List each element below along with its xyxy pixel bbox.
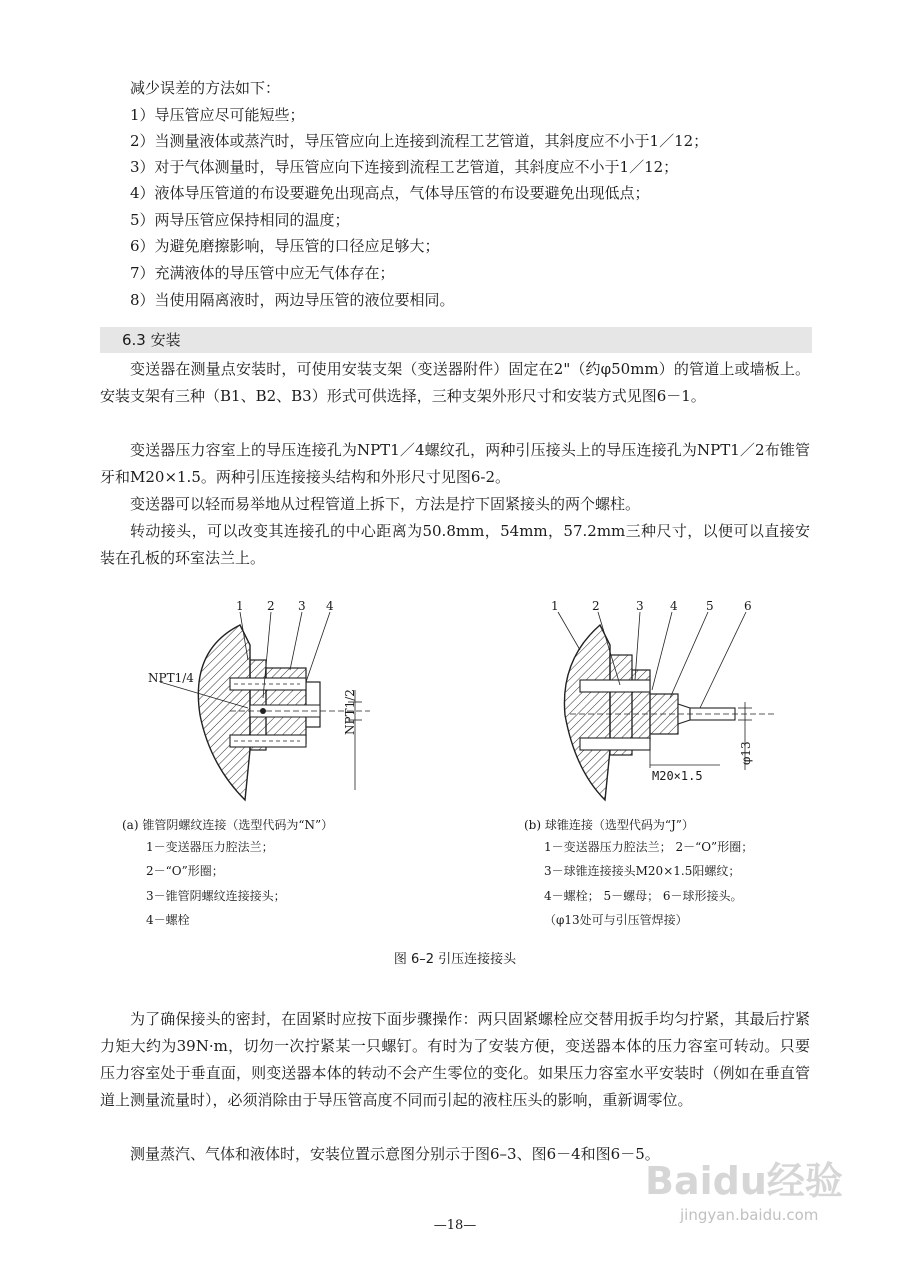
fig-b-num-1: 1 (551, 599, 559, 613)
fig-a-num-1: 1 (236, 599, 244, 613)
fig-a-num-3: 3 (298, 599, 306, 613)
method-4: 4）液体导压管道的布设要避免出现高点，气体导压管的布设要避免出现低点； (130, 184, 650, 202)
fig-a-npt14-label: NPT1/4 (148, 671, 194, 685)
install-paragraph-1: 变送器在测量点安装时，可使用安装支架（变送器附件）固定在2"（约φ50mm）的管道上或墙板上。安装支架有三种（B1、B2、B3）形式可供选择，三种支架外形尺寸和安装方式见图6－1。 (100, 360, 810, 405)
method-1: 1）导压管应尽可能短些； (130, 106, 305, 124)
section-header (100, 327, 812, 353)
method-8: 8）当使用隔离液时，两边导压管的液位要相同。 (130, 291, 455, 309)
intro-heading: 减少误差的方法如下： (130, 79, 281, 97)
fig-a-num-2: 2 (267, 599, 275, 613)
fig-a-num-4: 4 (326, 599, 334, 613)
seal-paragraph-2: 测量蒸汽、气体和液体时，安装位置示意图分别示于图6–3、图6－4和图6－5。 (130, 1145, 660, 1163)
fig-a-legend-2: 2－“O”形圈； (146, 864, 224, 878)
figure-caption: 图 6–2 引压连接接头 (393, 952, 517, 967)
fig-b-phi13-label: φ13 (739, 741, 753, 765)
seal-paragraph-1: 为了确保接头的密封，在固紧时应按下面步骤操作：两只固紧螺栓应交替用扳手均匀拧紧，其最后拧紧力矩大约为39N·m，切勿一次拧紧某一只螺钉。有时为了安装方便，变送器本体的压力容室可转动。只要压力容室处于垂直面，则变送器本体的转动不会产生零位的变化。如果压力容室水平安装时（例如在垂直管道上测量流量时），必须消除由于导压管高度不同而引起的液柱压头的影响，重新调零位。 (100, 1010, 810, 1109)
method-5: 5）两导压管应保持相同的温度； (130, 211, 350, 229)
page-number: —18— (433, 1218, 477, 1233)
baidu-watermark (640, 1150, 880, 1240)
fig-a-legend-4: 4－螺栓 (146, 913, 190, 927)
method-2: 2）当测量液体或蒸汽时，导压管应向上连接到流程工艺管道，其斜度应不小于1／12； (130, 132, 709, 150)
fig-a-caption: (a) 锥管阴螺纹连接（选型代码为“N”） (122, 818, 334, 832)
install-paragraph-3: 变送器可以轻而易举地从过程管道上拆下，方法是拧下固紧接头的两个螺柱。 (130, 495, 641, 513)
fig-b-caption: (b) 球锥连接（选型代码为“J”） (524, 818, 694, 832)
method-6: 6）为避免磨擦影响，导压管的口径应足够大； (130, 237, 440, 255)
install-paragraph-2: 变送器压力容室上的导压连接孔为NPT1／4螺纹孔，两种引压接头上的导压连接孔为NPT1／2布锥管牙和M20×1.5。两种引压连接接头结构和外形尺寸见图6-2。 (100, 441, 810, 486)
fig-b-legend-1: 1－变送器压力腔法兰； 2－“O”形圈； (544, 840, 754, 854)
section-title: 6.3 安装 (122, 331, 181, 349)
fig-b-legend-3: 4－螺栓； 5－螺母； 6－球形接头。 (544, 889, 743, 903)
fig-a-legend-1: 1－变送器压力腔法兰； (146, 840, 274, 854)
fig-a-npt12-label: NPT1/2 (343, 689, 357, 735)
install-paragraph-4: 转动接头，可以改变其连接孔的中心距离为50.8mm，54mm，57.2mm三种尺寸，以便可以直接安装在孔板的环室法兰上。 (100, 522, 810, 567)
watermark-url: jingyan.baidu.com (680, 1206, 819, 1224)
fig-b-legend-2: 3－球锥连接接头M20×1.5阳螺纹； (544, 864, 741, 878)
fig-b-num-5: 5 (706, 599, 714, 613)
flange-body-b (564, 625, 610, 800)
fig-a-legend-3: 3－锥管阴螺纹连接接头； (146, 889, 286, 903)
fig-b-num-2: 2 (592, 599, 600, 613)
fig-b-m20-label: M20×1.5 (652, 769, 703, 783)
flange-body (198, 625, 250, 800)
fig-b-num-6: 6 (744, 599, 752, 613)
method-3: 3）对于气体测量时，导压管应向下连接到流程工艺管道，其斜度应不小于1／12； (130, 158, 679, 176)
fig-b-legend-4: （φ13处可与引压管焊接） (544, 913, 688, 927)
method-7: 7）充满液体的导压管中应无气体存在； (130, 264, 395, 282)
fig-b-num-4: 4 (670, 599, 678, 613)
fig-b-num-3: 3 (636, 599, 644, 613)
watermark-brand: Baidu经验 (645, 1159, 843, 1203)
